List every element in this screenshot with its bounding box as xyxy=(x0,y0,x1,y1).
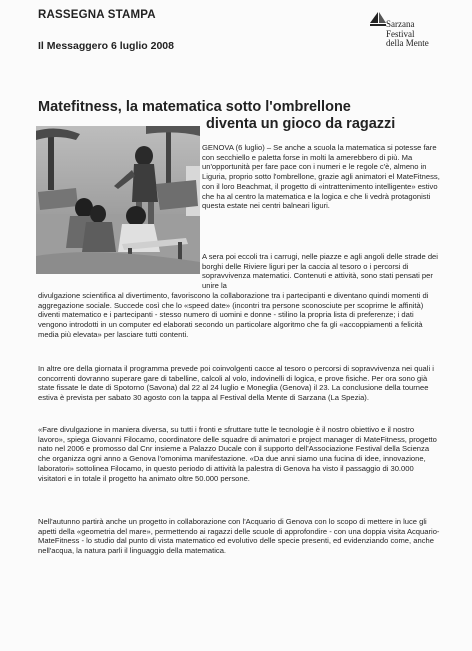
logo-line-1: Sarzana xyxy=(386,19,415,29)
beach-children-photo xyxy=(36,126,200,274)
paragraph-2-end: divulgazione scientifica al divertimento, favoriscono la collaborazione tra i partecipanti e diventano quindi momenti di aggregazione sociale. Succede così che lo «speed date» (incontri tra persone sconosciute per scoprirne le affinità) diventi matematico e i partecipanti - stesso numero di uomini e donne - stilino la propria lista di preferenze; i dati vengono introdotti in un computer ed elaborati secondo un particolare algoritmo che fa gli «accoppiamenti a felicità media più elevata» per lasciare tutti contenti. xyxy=(38,291,429,339)
festival-logo xyxy=(369,5,449,55)
source-line: Il Messaggero 6 luglio 2008 xyxy=(38,40,174,52)
logo-line-2: Festival xyxy=(386,28,415,39)
paragraph-4: «Fare divulgazione in maniera diversa, su tutti i fronti e sfruttare tutte le tecnologie è il nostro obiettivo e il nostro lavoro», spiega Giovanni Filocamo, coordinatore delle squadre di animatori e project manager di MateFitness, progetto nato nel 2006 e promosso dal Cnr insieme a Palazzo Ducale con il supporto dell'Associazione Festival della Scienza che organizza ogni anno a Genova l'omonima manifestazione. «Da due anni siamo una fucina di idee, innovazione, laboratori» sottolinea Filocamo, in questo periodo di attività la palestra di Genova ha visto il passaggio di 30.000 visitatori e in totale il progetto ha animato oltre 50.000 persone. xyxy=(38,425,437,483)
festival-logo-icon xyxy=(369,9,387,31)
headline-line-1: Matefitness, la matematica sotto l'ombrellone xyxy=(38,99,351,115)
paragraph-2-start: A sera poi eccoli tra i carrugi, nelle piazze e agli angoli delle strade dei borghi delle Riviere liguri per la caccia al tesoro o i percorsi di sopravvivenza matematici. Contenuti e attività, sono stati pensati per unire la xyxy=(202,252,438,291)
headline-line-2: diventa un gioco da ragazzi xyxy=(206,116,396,132)
paragraph-5: Nell'autunno partirà anche un progetto in collaborazione con l'Acquario di Genova con lo scopo di mettere in luce gli apetti della «geometria del mare», permettendo ai ragazzi delle scuole di approfondire - con una doppia visita Acquario-MateFitness - lo studio dal punto di vista matematico ed evolutivo delle specie presenti, ed evidenziando come, anche nell'acqua, la natura parli il linguaggio della matematica. xyxy=(38,517,440,556)
logo-line-3: della Mente xyxy=(386,38,429,48)
paragraph-3: In altre ore della giornata il programma prevede poi coinvolgenti cacce al tesoro o percorsi di sopravvivenza nei quali i concorrenti dovranno superare gare di tabelline, calcoli al volo, indovinelli di logica, e prove fisiche. Per ora sono già state fissate le date di Spotorno (Savona) dal 22 al 24 luglio e Moneglia (Genova) il 23. La conclusione della tournee estiva è prevista per sabato 30 agosto con la tappa al Festival della Mente di Sarzana (La Spezia). xyxy=(38,364,434,403)
paragraph-1: GENOVA (6 luglio) – Se anche a scuola la matematica si potesse fare con secchiello e paletta forse in molti la amerebbero di più. Ma un'opportunità per fare pace con i numeri e le regole c'è, almeno in Liguria, proprio sotto l'ombrellone, grazie agli animatori el MateFitness, con il loro Beachmat, il progetto di «intrattenimento intelligente» estivo che ha al centro la matematica e la logica e che li vedrà protagonisti questa estate nei centri balneari liguri. xyxy=(202,143,440,211)
header-title: RASSEGNA STAMPA xyxy=(38,9,156,21)
